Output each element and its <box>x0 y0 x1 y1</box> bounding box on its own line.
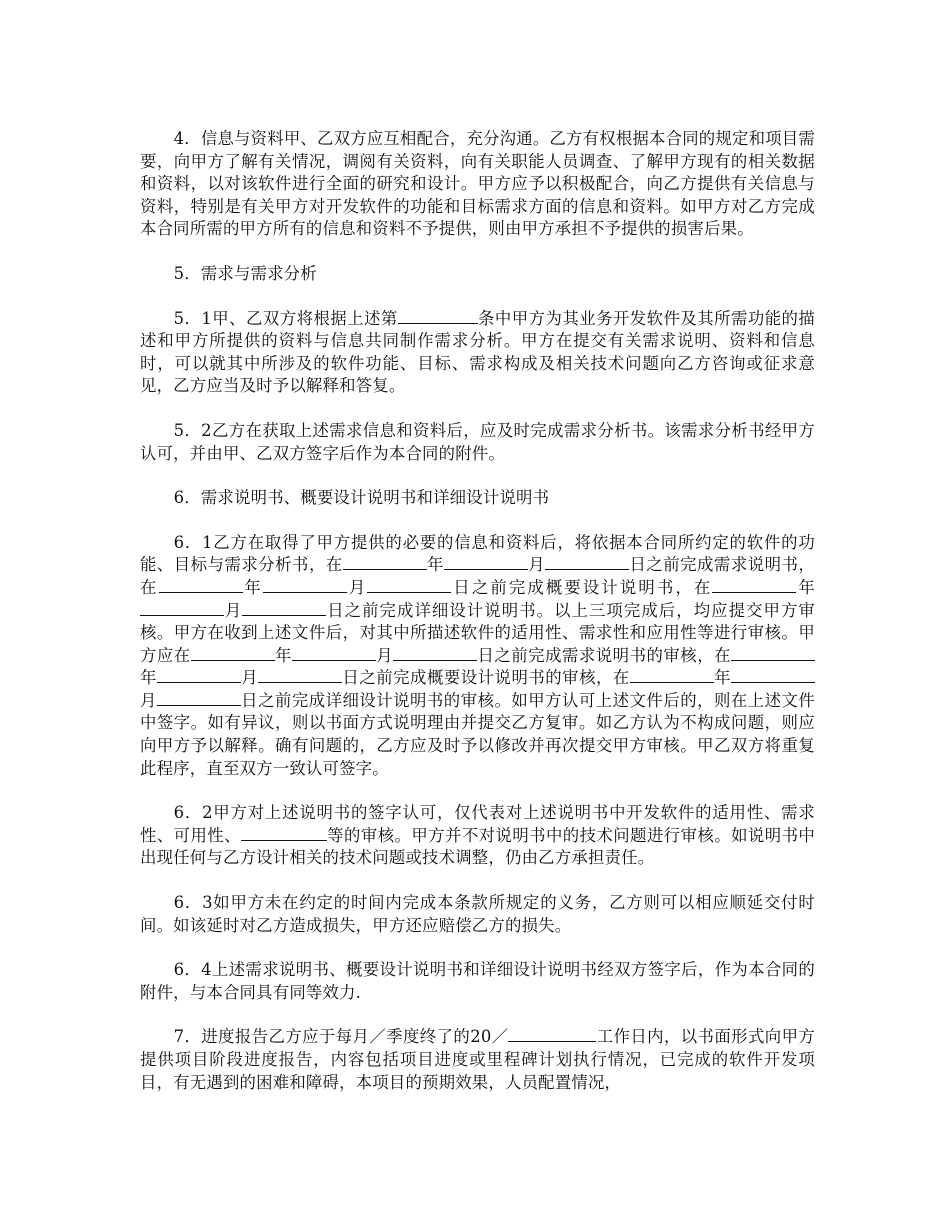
document-body <box>140 128 815 1116</box>
year-label: 年 <box>242 577 263 597</box>
clause-6-1-paragraph <box>140 532 815 781</box>
clause-5-2-text: 5．2乙方在获取上述需求信息和资料后，应及时完成需求分析书。该需求分析书经甲方认可，并由甲、乙双方签字后作为本合同的附件。 <box>140 420 815 463</box>
month-label: 月 <box>140 690 157 710</box>
blank-line <box>712 578 796 593</box>
clause-5-1-text-b: 条中甲方为其业务开发软件及其所需功能的描述和甲方所提供的资料与信息共同制作需求分析。甲方在提交有关需求说明、资料和信息时，可以就其中所涉及的软件功能、目标、需求构成及相关技术问题向乙方咨询或征求意见，乙方应当及时予以解释和答复。 <box>140 308 816 396</box>
clause-6-4-paragraph <box>140 959 815 1004</box>
year-label: 年 <box>713 668 731 688</box>
month-label: 月 <box>240 668 259 688</box>
blank-line <box>398 309 478 324</box>
clause-4-paragraph <box>140 128 815 241</box>
blank-line <box>343 555 427 570</box>
clause-6-3-paragraph <box>140 892 815 937</box>
blank-line <box>191 646 275 661</box>
blank-line <box>292 646 376 661</box>
blank-line <box>258 668 342 683</box>
clause-6-2-text-a: 6．2甲方对上述说明书的签字认可，仅代表对上述说明书中开发软件的适用性、需求性、可用性、 <box>140 803 815 845</box>
clause-6-2-paragraph <box>140 802 815 870</box>
blank-line <box>140 601 224 616</box>
clause-5-2-paragraph <box>140 420 815 465</box>
blank-line <box>242 601 326 616</box>
clause-6-1-text-3: 日之前完成概要设计说明书，在 <box>451 577 713 597</box>
year-label: 年 <box>140 668 157 688</box>
blank-line <box>367 578 451 593</box>
blank-line <box>731 668 815 683</box>
year-label: 年 <box>274 645 292 665</box>
month-label: 月 <box>375 645 394 665</box>
clause-4-text: 4．信息与资料甲、乙双方应互相配合，充分沟通。乙方有权根据本合同的规定和项目需要，向甲方了解有关情况，调阅有关资料，向有关职能人员调查、了解甲方现有的相关数据和资料，以对该软件进行全面的研究和设计。甲方应予以积极配合，向乙方提供有关信息与资料，特别是有关甲方对开发软件的功能和目标需求方面的信息和资料。如甲方对乙方完成本合同所需的甲方所有的信息和资料不予提供，则由甲方承担不予提供的损害后果。 <box>140 129 815 239</box>
clause-6-4-text: 6．4上述需求说明书、概要设计说明书和详细设计说明书经双方签字后，作为本合同的附件，与本合同具有同等效力. <box>140 960 815 1002</box>
year-label: 年 <box>426 555 444 575</box>
month-label: 月 <box>224 600 243 620</box>
clause-6-1-text-7: 日之前完成详细设计说明书的审核。如甲方认可上述文件后的，则在上述文件中签字。如有异议，则以书面方式说明理由并提交乙方复审。如乙方认为不构成问题，则应向甲方予以解释。确有问题的，乙方应及时予以修改并再次提交甲方审核。甲乙双方将重复此程序，直至双方一致认可签字。 <box>140 690 815 778</box>
year-label: 年 <box>796 577 815 597</box>
blank-line <box>444 555 528 570</box>
clause-6-heading <box>140 487 815 510</box>
clause-6-1-text-1: 6．1乙方在取得了甲方提供的必要的信息和资料后，将依据本合同所约定的软件的功能、目标与需求分析书，在 <box>140 532 815 575</box>
blank-line <box>241 826 327 841</box>
clause-6-3-text: 6．3如甲方未在约定的时间内完成本条款所规定的义务，乙方则可以相应顺延交付时间。如该延时对乙方造成损失，甲方还应赔偿乙方的损失。 <box>140 893 815 935</box>
blank-line <box>508 1027 596 1042</box>
clause-6-1-text-5: 日之前完成需求说明书的审核，在 <box>477 645 732 665</box>
clause-5-heading-text: 5．需求与需求分析 <box>173 263 317 283</box>
clause-5-heading <box>140 263 815 286</box>
clause-7-paragraph <box>140 1026 815 1094</box>
blank-line <box>731 646 815 661</box>
blank-line <box>157 668 241 683</box>
clause-7-text-b: 工作日内，以书面形式向甲方提供项目阶段进度报告，内容包括项目进度或里程碑计划执行情况，已完成的软件开发项目，有无遇到的困难和障碍，本项目的预期效果，人员配置情况， <box>140 1027 815 1092</box>
month-label: 月 <box>346 577 368 597</box>
month-label: 月 <box>527 555 546 575</box>
clause-6-1-text-4: 日之前完成详细设计说明书。以上三项完成后，均应提交甲方审核。甲方在收到上述文件后，对其中所描述软件的适用性、需求性和应用性等进行审核。甲方应在 <box>140 600 815 665</box>
clause-6-1-text-6: 日之前完成概要设计说明书的审核，在 <box>342 668 630 688</box>
clause-6-1-text-2: 日之前完成需求说明书，在 <box>140 555 816 597</box>
blank-line <box>630 668 714 683</box>
blank-line <box>159 578 243 593</box>
blank-line <box>263 578 347 593</box>
blank-line <box>393 646 477 661</box>
blank-line <box>157 691 241 706</box>
clause-6-2-text-b: 等的审核。甲方并不对说明书中的技术问题进行审核。如说明书中出现任何与乙方设计相关的技术问题或技术调整，仍由乙方承担责任。 <box>140 825 815 868</box>
clause-5-1-text-a: 5．1甲、乙双方将根据上述第 <box>173 308 398 328</box>
clause-7-text-a: 7．进度报告乙方应于每月／季度终了的20／ <box>173 1027 509 1047</box>
clause-6-heading-text: 6．需求说明书、概要设计说明书和详细设计说明书 <box>173 488 550 508</box>
blank-line <box>545 555 629 570</box>
clause-5-1-paragraph <box>140 308 815 398</box>
